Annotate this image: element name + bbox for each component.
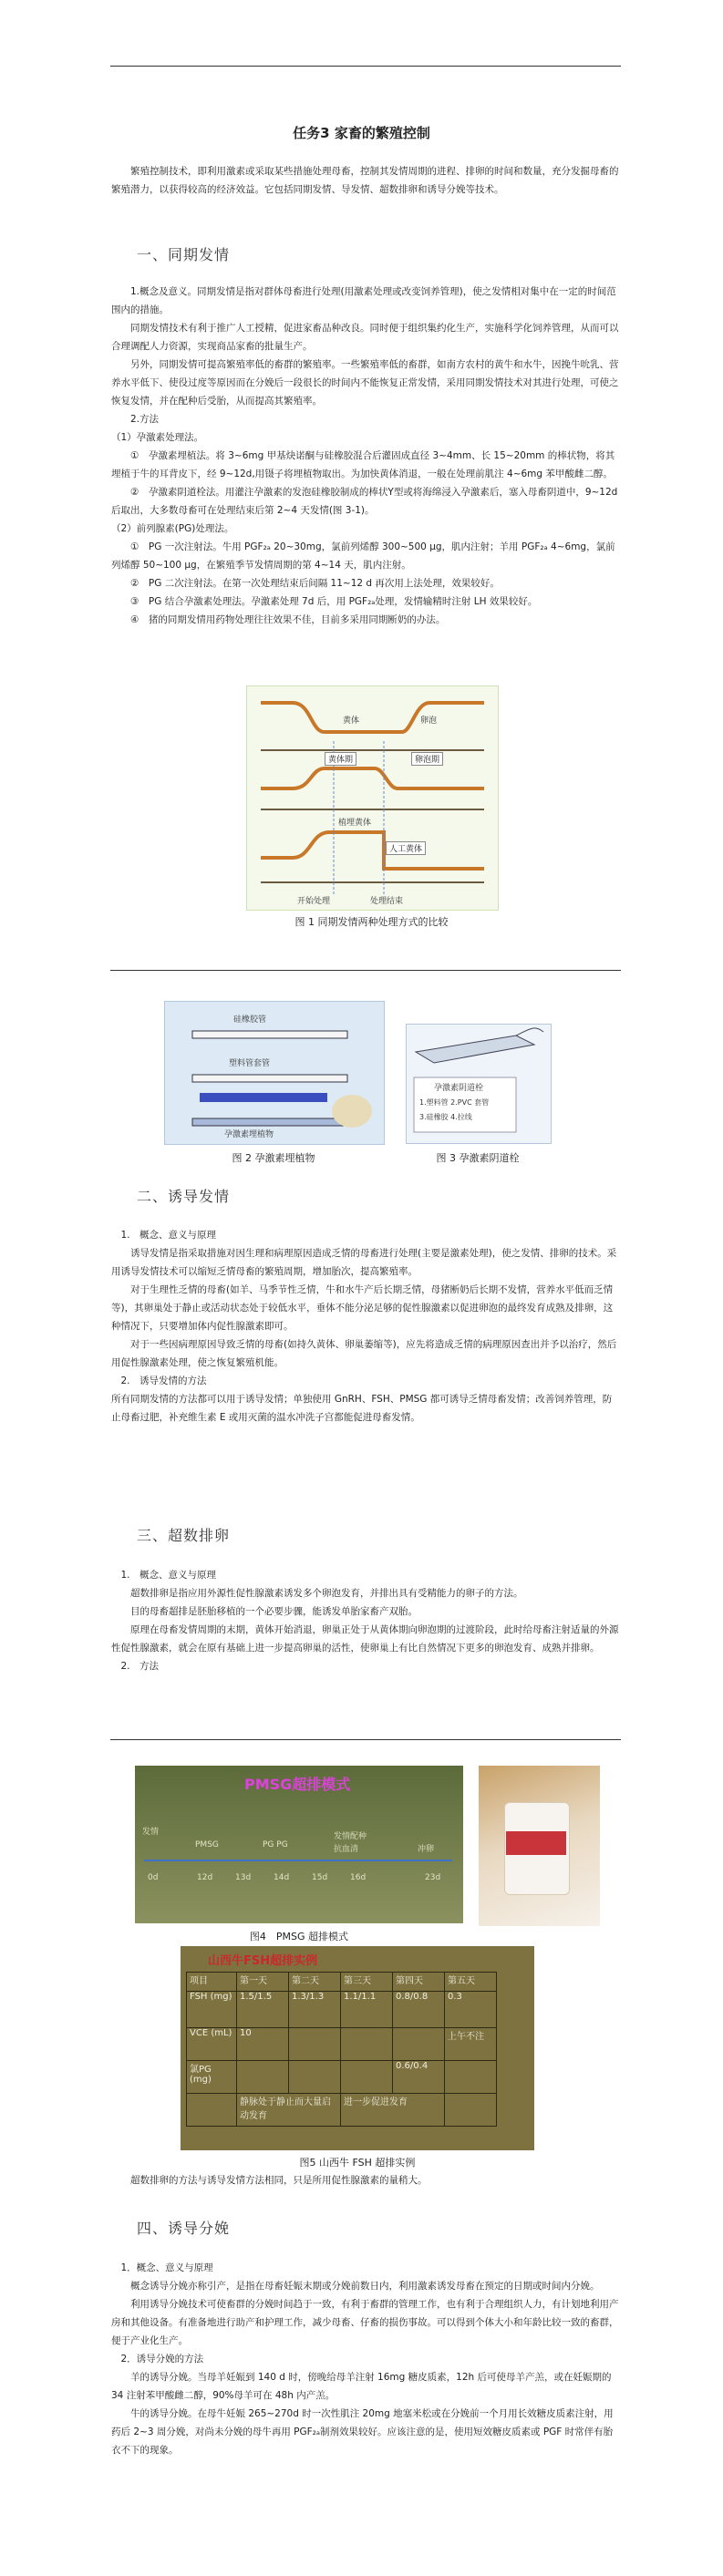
table-header-cell: 第五天 xyxy=(445,1973,497,1992)
label-luteal-phase: 黄体期 xyxy=(325,752,356,766)
divider-rule xyxy=(110,1739,621,1740)
figure-5-fsh-table xyxy=(181,1946,534,2150)
table-cell xyxy=(289,2028,341,2061)
section1-body xyxy=(111,283,620,629)
table-cell: 氯PG (mg) xyxy=(187,2061,237,2094)
table-note-cell: 进一步促进发育 xyxy=(341,2094,445,2127)
intro-text: 繁殖控制技术，即利用激素或采取某些措施处理母畜，控制其发情周期的进程、排卵的时间和数量，充分发掘母畜的繁殖潜力，以获得较高的经济效益。它包括同期发情、导发情、超数排卵和诱导分娩等技术。 xyxy=(111,166,619,195)
event-label: PMSG xyxy=(195,1840,219,1850)
after-figure-5 xyxy=(111,2171,620,2190)
paragraph: 2. 方法 xyxy=(120,1661,160,1672)
paragraph: 利用诱导分娩技术可使畜群的分娩时间趋于一致，有利于畜群的管理工作，也有利于合理组织人力，有计划地利用产房和其他设备。有准备地进行助产和护理工作，减少母畜、仔畜的损伤事故。可以得到个体大小和年龄比较一致的畜群，便于产业化生产。 xyxy=(111,2299,619,2346)
figure-1-caption: 图 1 同期发情两种处理方式的比较 xyxy=(294,916,449,928)
tick-label: 15d xyxy=(312,1873,328,1882)
paragraph: 1. 概念、意义与原理 xyxy=(120,1570,217,1581)
table-cell xyxy=(237,2061,289,2094)
paragraph: 诱导发情是指采取措施对因生理和病理原因造成乏情的母畜进行处理(主要是激素处理)，使之发情、排卵的技术。采用诱导发情技术可以缩短乏情母畜的繁殖周期，增加胎次，提高繁殖率。 xyxy=(111,1248,617,1277)
implant-drawing xyxy=(165,1002,384,1144)
paragraph: 对于一些因病理原因导致乏情的母畜(如持久黄体、卵巢萎缩等)，应先将造成乏情的病理原因查出并予以治疗，然后用促性腺激素处理，使之恢复繁殖机能。 xyxy=(111,1339,617,1368)
paragraph: 2. 诱导发情的方法 xyxy=(120,1376,207,1386)
tick-label: 16d xyxy=(350,1873,367,1882)
paragraph: 1. 概念、意义与原理 xyxy=(120,1230,217,1241)
paragraph: ① 孕激素埋植法。将 3~6mg 甲基炔诺酮与硅橡胶混合后灌固成直径 3~4mm、长 15~20mm 的棒状物，将其埋植于牛的耳背皮下，经 9~12d,用镊子将埋植物取出。为加快黄体消退，一般在处理前肌注 4~6mg 苯甲酸雌二醇。 xyxy=(111,450,615,479)
tick-label: 12d xyxy=(197,1873,213,1882)
label-parts-1: 1.塑料管 2.PVC 套管 xyxy=(419,1098,490,1107)
figure-2-implant xyxy=(164,1001,385,1145)
section3-body xyxy=(111,1566,620,1675)
label-parts-2: 3.硅橡胶 4.拉线 xyxy=(419,1113,472,1121)
section-heading-superovulation: 三、超数排卵 xyxy=(137,1527,231,1544)
table-cell: 1.5/1.5 xyxy=(237,1992,289,2028)
paragraph: 牛的诱导分娩。在母牛妊娠 265~270d 时一次性肌注 20mg 地塞米松或在分娩前一个月用长效糖皮质素注射，用药后 2~3 周分娩，对尚未分娩的母牛再用 PGF₂ₐ制剂效果较好。应该注意的是，使用短效糖皮质素或 PGF 时常伴有胎衣不下的现象。 xyxy=(111,2408,614,2456)
table-cell: 0.6/0.4 xyxy=(393,2061,445,2094)
figure-5-caption: 图5 山西牛 FSH 超排实例 xyxy=(299,2157,416,2169)
label-vaginal-sponge: 孕激素阴道栓 xyxy=(434,1084,484,1093)
paragraph: 羊的诱导分娩。当母羊妊娠到 140 d 时，傍晚给母羊注射 16mg 糖皮质素，12h 后可使母羊产羔，或在妊娠期的 34 注射苯甲酸雌二醇，90%母羊可在 48h 内产羔。 xyxy=(111,2372,612,2401)
table-row xyxy=(187,2094,497,2127)
paragraph: 超数排卵是指应用外源性促性腺激素诱发多个卵泡发育，并排出具有受精能力的卵子的方法。 xyxy=(130,1588,523,1599)
table-cell xyxy=(393,2028,445,2061)
table-header-cell: 第三天 xyxy=(341,1973,393,1992)
label-artificial-corpus: 人工黄体 xyxy=(386,841,426,855)
intro-paragraph xyxy=(111,162,620,199)
section-heading-induced-parturition: 四、诱导分娩 xyxy=(137,2220,231,2237)
label-end-treatment: 处理结束 xyxy=(370,897,404,906)
label-plastic-sleeve: 塑料管套管 xyxy=(229,1059,271,1068)
paragraph: 同期发情技术有利于推广人工授精，促进家畜品种改良。同时便于组织集约化生产，实施科学化饲养管理，从而可以合理调配人力资源，实现商品家畜的批量生产。 xyxy=(111,323,619,352)
table-cell xyxy=(187,2094,237,2127)
table-cell: 上午不注 xyxy=(445,2028,497,2061)
paragraph: ④ 猪的同期发情用药物处理往往效果不佳，目前多采用同期断奶的办法。 xyxy=(130,614,446,625)
label-implant-corpus: 植埋黄体 xyxy=(338,819,372,828)
figure-4-title: PMSG超排模式 xyxy=(244,1776,351,1793)
table-cell: 0.8/0.8 xyxy=(393,1992,445,2028)
paragraph: ② 孕激素阴道栓法。用灌注孕激素的发泡硅橡胶制成的棒状Y型或将海绵浸入孕激素后，塞入母畜阴道中，9~12d 后取出，大多数母畜可在处理结束后第 2~4 天发情(图 3-1)。 xyxy=(111,487,618,516)
paragraph: 概念诱导分娩亦称引产，是指在母畜妊娠末期或分娩前数日内，利用激素诱发母畜在预定的日期或时间内分娩。 xyxy=(130,2281,600,2292)
label-implant: 孕激素埋植物 xyxy=(224,1130,274,1139)
figure-3-caption: 图 3 孕激素阴道栓 xyxy=(436,1152,520,1164)
paragraph: 对于生理性乏情的母畜(如羊、马季节性乏情，牛和水牛产后长期乏情，母猪断奶后长期不发情，营养水平低而乏情等)，其卵巢处于静止或活动状态处于较低水平，垂体不能分泌足够的促性腺激素以促进卵泡的最终发育成熟及排卵，这种情况下，只要增加体内促性腺激素即可。 xyxy=(111,1284,614,1332)
timeline-axis xyxy=(144,1860,452,1861)
top-rule xyxy=(110,66,621,67)
tick-label: 14d xyxy=(274,1873,290,1882)
label-follicular-phase: 卵泡期 xyxy=(411,752,443,766)
table-cell: 1.1/1.1 xyxy=(341,1992,393,2028)
paragraph: ① PG 一次注射法。牛用 PGF₂ₐ 20~30mg，氯前列烯醇 300~500 μg，肌内注射；羊用 PGF₂ₐ 4~6mg，氯前列烯醇 50~100 μg，在繁殖季节发情周期的第 4~14 天，肌内注射。 xyxy=(111,541,615,571)
paragraph: 1.概念及意义。同期发情是指对群体母畜进行处理(用激素处理或改变饲养管理)，使之发情相对集中在一定的时间范围内的措施。 xyxy=(111,286,616,315)
paragraph: 超数排卵的方法与诱导发情方法相同，只是所用促性腺激素的量稍大。 xyxy=(130,2175,428,2186)
paragraph: （2）前列腺素(PG)处理法。 xyxy=(111,523,234,534)
section-heading-induced-estrus: 二、诱导发情 xyxy=(137,1188,231,1205)
table-cell: 0.3 xyxy=(445,1992,497,2028)
label-corpus-luteum: 黄体 xyxy=(343,716,360,726)
table-cell: VCE (mL) xyxy=(187,2028,237,2061)
table-row xyxy=(187,2028,497,2061)
tick-label: 13d xyxy=(235,1873,252,1882)
table-header-cell: 第四天 xyxy=(393,1973,445,1992)
paragraph: （1）孕激素处理法。 xyxy=(111,432,204,443)
paragraph: 2．诱导分娩的方法 xyxy=(120,2354,204,2365)
fsh-schedule-table xyxy=(186,1972,497,2127)
table-cell xyxy=(289,2061,341,2094)
figure-3-vaginal-sponge xyxy=(406,1024,552,1144)
table-cell xyxy=(445,2094,497,2127)
paragraph: ② PG 二次注射法。在第一次处理结束后间隔 11~12 d 再次用上法处理，效果较好。 xyxy=(130,578,500,589)
table-cell xyxy=(445,2061,497,2094)
paragraph: 1．概念、意义与原理 xyxy=(120,2262,213,2273)
label-follicle: 卵泡 xyxy=(420,716,438,726)
paragraph: ③ PG 结合孕激素处理法。孕激素处理 7d 后，用 PGF₂ₐ处理，发情输精时注射 LH 效果较好。 xyxy=(130,596,538,607)
event-label: PG PG xyxy=(263,1840,288,1850)
table-header-cell: 第一天 xyxy=(237,1973,289,1992)
section4-body xyxy=(111,2259,620,2459)
label-start-treatment: 开始处理 xyxy=(297,897,331,906)
event-label: 冲卵 xyxy=(418,1845,435,1854)
table-row xyxy=(187,2061,497,2094)
figure-4-pmsg-timeline xyxy=(135,1766,463,1923)
paragraph: 2.方法 xyxy=(130,414,160,425)
figure-1-diagram xyxy=(246,685,499,911)
figure-5-title: 山西牛FSH超排实例 xyxy=(208,1954,318,1968)
table-cell: 10 xyxy=(237,2028,289,2061)
table-header-cell: 项目 xyxy=(187,1973,237,1992)
table-note-cell: 静脉处于静止而大量启动发育 xyxy=(237,2094,341,2127)
paragraph: 目的母畜超排是胚胎移植的一个必要步骤，能诱发单胎家畜产双胎。 xyxy=(130,1606,418,1617)
tick-label: 23d xyxy=(425,1873,441,1882)
hormone-curves xyxy=(247,686,498,910)
table-cell: 1.3/1.3 xyxy=(289,1992,341,2028)
pmsg-vial-photo xyxy=(479,1766,600,1926)
event-label: 发情 xyxy=(142,1828,160,1837)
label-silicone-tube: 硅橡胶管 xyxy=(233,1015,267,1025)
page-title: 任务3 家畜的繁殖控制 xyxy=(293,125,430,141)
table-cell xyxy=(341,2028,393,2061)
table-header-row xyxy=(187,1973,497,1992)
event-label: 抗血清 xyxy=(334,1845,359,1854)
table-cell xyxy=(341,2061,393,2094)
table-header-cell: 第二天 xyxy=(289,1973,341,1992)
section-heading-sync-estrus: 一、同期发情 xyxy=(137,246,231,263)
paragraph: 所有同期发情的方法都可以用于诱导发情；单独使用 GnRH、FSH、PMSG 都可诱导乏情母畜发情；改善饲养管理，防止母畜过肥，补充维生素 E 或用灭菌的温水冲洗子宫都能促进母畜发情。 xyxy=(111,1394,613,1423)
tick-label: 0d xyxy=(148,1873,159,1882)
vial-label-band xyxy=(506,1831,566,1855)
paragraph: 原理在母畜发情周期的末期，黄体开始消退，卵巢正处于从黄体期向卵泡期的过渡阶段，此时给母畜注射适量的外源性促性腺激素，就会在原有基础上进一步提高卵巢的活性，使卵巢上有比自然情况下更多的卵泡发育、成熟并排卵。 xyxy=(111,1624,619,1654)
figure-2-caption: 图 2 孕激素埋植物 xyxy=(232,1152,315,1164)
figure-4-caption: 图4 PMSG 超排模式 xyxy=(249,1931,349,1942)
table-row xyxy=(187,1992,497,2028)
section2-body xyxy=(111,1226,620,1427)
paragraph: 另外，同期发情可提高繁殖率低的畜群的繁殖率。一些繁殖率低的畜群，如南方农村的黄牛和水牛，因挽牛吮乳、营养水平低下、使役过度等原因而在分娩后一段很长的时间内不能恢复正常发情，采用同期发情技术对其进行处理，可使之恢复发情，并在配种后受胎，从而提高其繁殖率。 xyxy=(111,359,619,407)
divider-rule xyxy=(110,970,621,971)
event-label: 发情配种 xyxy=(334,1832,367,1841)
table-cell: FSH (mg) xyxy=(187,1992,237,2028)
